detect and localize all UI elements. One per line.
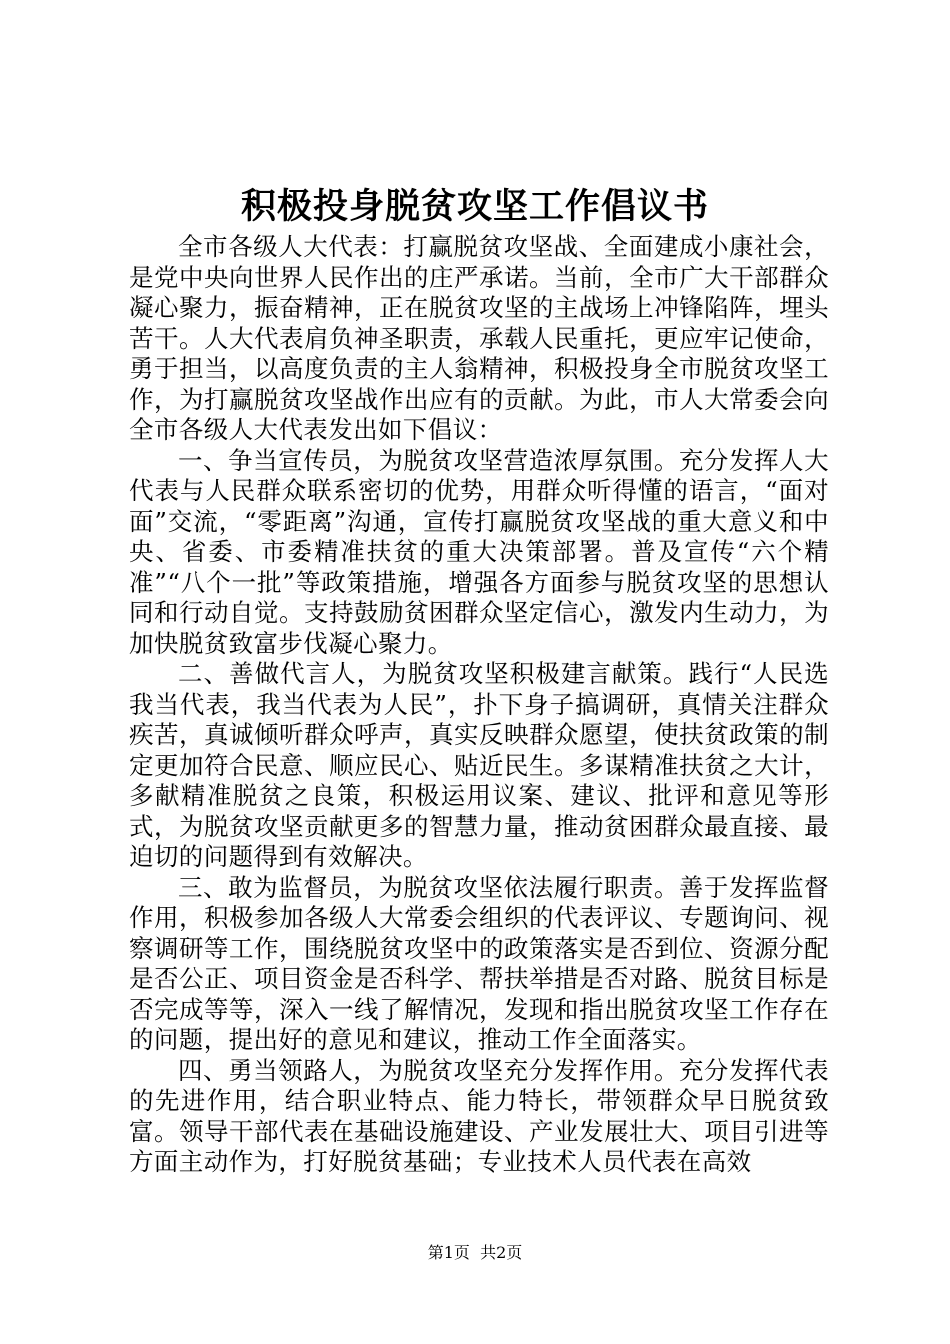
paragraph-item-3: 三、敢为监督员，为脱贫攻坚依法履行职责。善于发挥监督作用，积极参加各级人大常委会组织的代表评议、专题询问、视察调研等工作，围绕脱贫攻坚中的政策落实是否到位、资源分配是否公正、项目资金是否科学、帮扶举措是否对路、脱贫目标是否完成等等，深入一线了解情况，发现和指出脱贫攻坚工作存在的问题，提出好的意见和建议，推动工作全面落实。 [129, 872, 829, 1054]
paragraph-intro: 全市各级人大代表：打赢脱贫攻坚战、全面建成小康社会，是党中央向世界人民作出的庄严承诺。当前，全市广大干部群众凝心聚力，振奋精神，正在脱贫攻坚的主战场上冲锋陷阵，埋头苦干。人大代表肩负神圣职责，承载人民重托，更应牢记使命，勇于担当，以高度负责的主人翁精神，积极投身全市脱贫攻坚工作，为打赢脱贫攻坚战作出应有的贡献。为此，市人大常委会向全市各级人大代表发出如下倡议： [129, 232, 829, 444]
paragraph-item-4: 四、勇当领路人，为脱贫攻坚充分发挥作用。充分发挥代表的先进作用，结合职业特点、能力特长，带领群众早日脱贫致富。领导干部代表在基础设施建设、产业发展壮大、项目引进等方面主动作为，打好脱贫基础；专业技术人员代表在高效 [129, 1055, 829, 1176]
page-total: 共2页 [480, 1243, 523, 1262]
paragraph-item-1: 一、争当宣传员，为脱贫攻坚营造浓厚氛围。充分发挥人大代表与人民群众联系密切的优势，用群众听得懂的语言，“面对面”交流，“零距离”沟通，宣传打赢脱贫攻坚战的重大意义和中央、省委、市委精准扶贫的重大决策部署。普及宣传“六个精准”“八个一批”等政策措施，增强各方面参与脱贫攻坚的思想认同和行动自觉。支持鼓励贫困群众坚定信心，激发内生动力，为加快脱贫致富步伐凝心聚力。 [129, 445, 829, 658]
paragraph-item-2: 二、善做代言人，为脱贫攻坚积极建言献策。践行“人民选我当代表，我当代表为人民”，扑下身子搞调研，真情关注群众疾苦，真诚倾听群众呼声，真实反映群众愿望，使扶贫政策的制定更加符合民意、顺应民心、贴近民生。多谋精准扶贫之大计，多献精准脱贫之良策，积极运用议案、建议、批评和意见等形式，为脱贫攻坚贡献更多的智慧力量，推动贫困群众最直接、最迫切的问题得到有效解决。 [129, 659, 829, 871]
document-title: 积极投身脱贫攻坚工作倡议书 [240, 186, 709, 227]
document-body [129, 232, 829, 1178]
page-footer [0, 1243, 950, 1263]
page-number: 第1页 [427, 1243, 470, 1262]
